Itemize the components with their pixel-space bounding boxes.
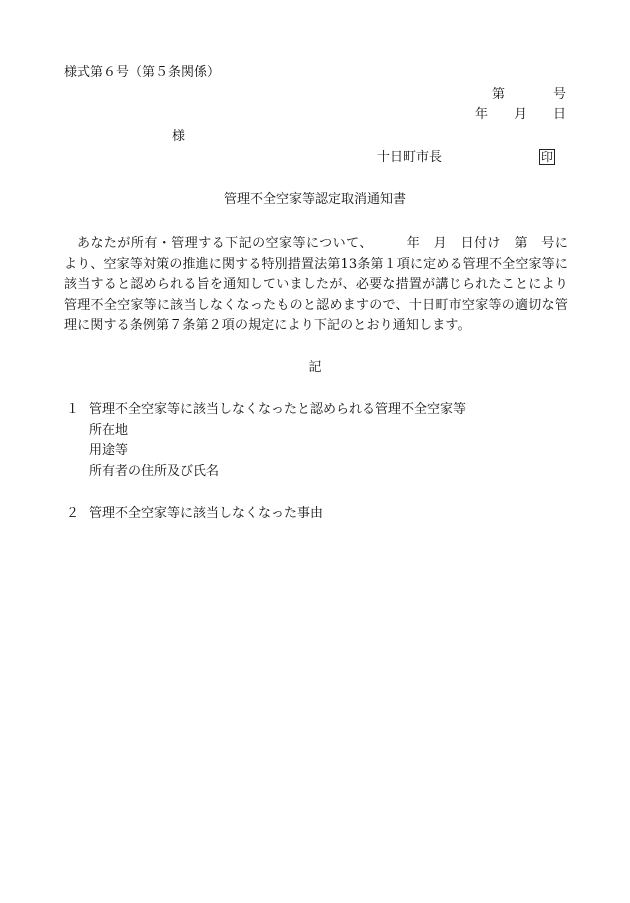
document-number-line (492, 88, 566, 101)
item-1-text: 管理不全空家等に該当しなくなったと認められる管理不全空家等 (89, 402, 467, 417)
form-label: 様式第６号（第５条関係） (64, 65, 221, 80)
date-day-label: 日 (552, 107, 566, 122)
date-year-label: 年 (474, 107, 488, 122)
document-title: 管理不全空家等認定取消通知書 (223, 192, 406, 207)
item-1-number: １ (66, 402, 80, 417)
number-dai-label: 第 (491, 87, 505, 102)
item-1-sub-owner: 所有者の住所及び氏名 (89, 464, 220, 479)
item-1-sub-usage: 用途等 (89, 443, 129, 458)
seal-mark: 印 (541, 150, 554, 164)
document-date-line (475, 108, 566, 121)
addressee-suffix: 様 (172, 129, 186, 144)
date-month-label: 月 (513, 107, 527, 122)
item-1-sub-location: 所在地 (89, 423, 129, 438)
body-paragraph: あなたが所有・管理する下記の空家等について、 年 月 日付け 第 号により、空家等対策の推進に関する特別措置法第13条第１項に定める管理不全空家等に該当すると認められる旨を通知していましたが、必要な措置が講じられたことにより管理不全空家等に該当しなくなったものと認めますので、十日町市空家等の適切な管理に関する条例第７条第２項の規定により下記のとおり通知します。 (64, 236, 568, 333)
item-2-number: ２ (66, 506, 80, 521)
ki-heading: 記 (308, 360, 322, 375)
number-go-label: 号 (552, 87, 566, 102)
sender-name: 十日町市長 (377, 150, 443, 165)
item-2-text: 管理不全空家等に該当しなくなった事由 (89, 506, 324, 521)
